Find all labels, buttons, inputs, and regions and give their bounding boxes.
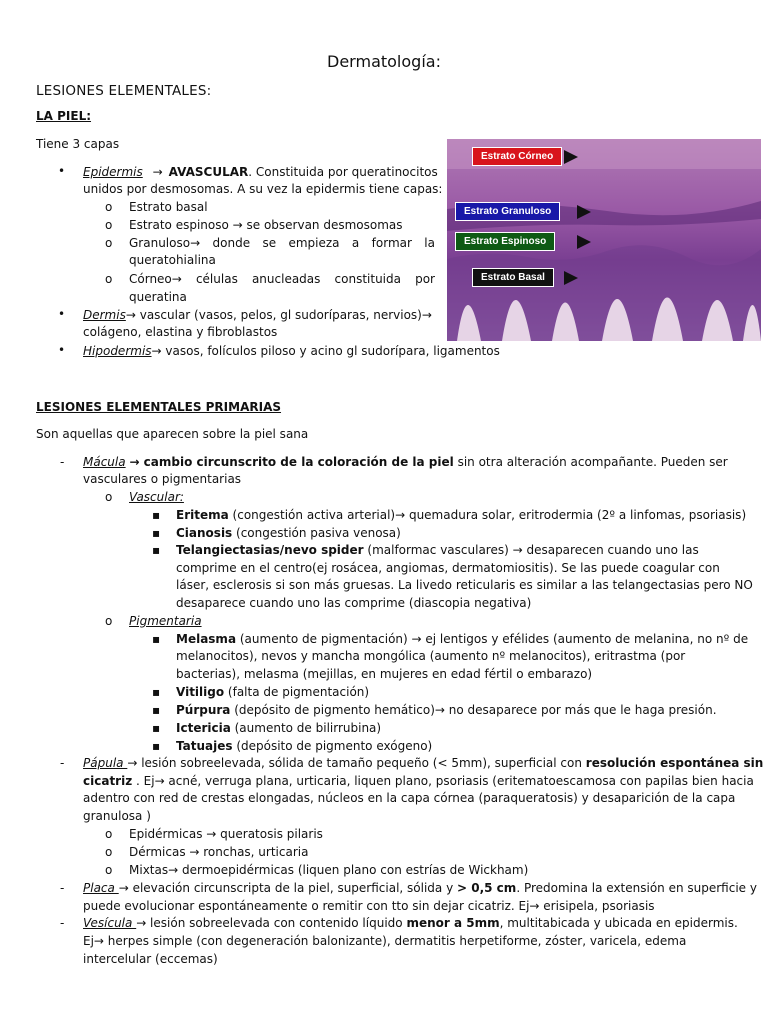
tatuajes-line: Tatuajes (depósito de pigmento exógeno) bbox=[176, 739, 433, 753]
tag-estrato-espinoso: Estrato Espinoso bbox=[455, 232, 555, 251]
papula-line2: cicatriz . Ej→ acné, verruga plana, urticaria, liquen plano, psoriasis (eritematoescamosa con papilas bien hacia bbox=[83, 774, 754, 788]
sub-bullet: o bbox=[105, 827, 113, 841]
sub-bullet: o bbox=[105, 236, 113, 250]
telang-line3: láser, esclerosis si son más gruesas. La livedo reticularis es similar a las telangectasias pero NO bbox=[176, 578, 753, 592]
pigmentaria-label: Pigmentaria bbox=[129, 614, 202, 628]
arrow-icon bbox=[564, 150, 578, 164]
square-bullet: ▪ bbox=[152, 543, 161, 557]
hipodermis-line: Hipodermis→ vasos, folículos piloso y acino gl sudorípara, ligamentos bbox=[83, 344, 500, 358]
papula-line4: granulosa ) bbox=[83, 809, 151, 823]
epidermis-line1: Epidermis → AVASCULAR. Constituida por queratinocitos bbox=[83, 165, 438, 179]
page-title: Dermatología: bbox=[327, 52, 441, 71]
telang-line4: desaparece cuando uno las comprime (diascopia negativa) bbox=[176, 596, 532, 610]
arrow-icon bbox=[577, 205, 591, 219]
granuloso-line1: Granuloso→ donde se empieza a formar la bbox=[129, 236, 435, 250]
papula-line1: Pápula → lesión sobreelevada, sólida de tamaño pequeño (< 5mm), superficial con resolución espontánea sin bbox=[83, 756, 764, 770]
placa-line1: Placa → elevación circunscripta de la piel, superficial, sólida y > 0,5 cm. Predomina la extensión en superficie y bbox=[83, 881, 757, 895]
dash-bullet: - bbox=[60, 881, 65, 895]
macula-line1: Mácula → cambio circunscrito de la coloración de la piel sin otra alteración acompañante. Pueden ser bbox=[83, 455, 728, 469]
dash-bullet: - bbox=[60, 455, 65, 469]
melasma-line3: bacterias), melasma (mejillas, en mujeres en edad fértil o embarazo) bbox=[176, 667, 593, 681]
macula-term: Mácula bbox=[83, 455, 126, 469]
placa-term: Placa bbox=[83, 881, 119, 895]
vascular-label: Vascular: bbox=[129, 490, 184, 504]
tag-estrato-corneo: Estrato Córneo bbox=[472, 147, 562, 166]
cianosis-line: Cianosis (congestión pasiva venosa) bbox=[176, 526, 401, 540]
dermis-line1: Dermis→ vascular (vasos, pelos, gl sudoríparas, nervios)→ bbox=[83, 308, 432, 322]
square-bullet: ▪ bbox=[152, 508, 161, 522]
bullet-dot: • bbox=[58, 343, 66, 357]
arrow-icon bbox=[564, 271, 578, 285]
square-bullet: ▪ bbox=[152, 685, 161, 699]
vesicula-line2: Ej→ herpes simple (con degeneración balonizante), dermatitis herpetiforme, zóster, varicela, edema bbox=[83, 934, 687, 948]
section-heading: LESIONES ELEMENTALES: bbox=[36, 83, 212, 99]
corneo-line2: queratina bbox=[129, 290, 187, 304]
macula-line2: vasculares o pigmentarias bbox=[83, 472, 242, 486]
telang-line2: comprime en el centro(ej rosácea, angiomas, dermatomiositis). Se las puede coagular con bbox=[176, 561, 720, 575]
melasma-line: Melasma (aumento de pigmentación) → ej lentigos y efélides (aumento de melanina, no nº de bbox=[176, 632, 749, 646]
sub-bullet: o bbox=[105, 490, 113, 504]
sub-bullet: o bbox=[105, 863, 113, 877]
square-bullet: ▪ bbox=[152, 632, 161, 646]
bullet-dot: • bbox=[58, 307, 66, 321]
papula-dermicas: Dérmicas → ronchas, urticaria bbox=[129, 845, 309, 859]
papula-line3: adentro con red de crestas elongadas, núcleos en la capa córnea (paraqueratosis) y desaparición de la capa bbox=[83, 791, 736, 805]
square-bullet: ▪ bbox=[152, 721, 161, 735]
la-piel-label: LA PIEL: bbox=[36, 109, 92, 123]
papula-mixtas: Mixtas→ dermoepidérmicas (liquen plano con estrías de Wickham) bbox=[129, 863, 529, 877]
arrow-icon bbox=[577, 235, 591, 249]
sub-bullet: o bbox=[105, 614, 113, 628]
granuloso-line2: queratohialina bbox=[129, 253, 216, 267]
dash-bullet: - bbox=[60, 756, 65, 770]
vesicula-line1: Vesícula → lesión sobreelevada con contenido líquido menor a 5mm, multitabicada y ubicada en epidermis. bbox=[83, 916, 738, 930]
square-bullet: ▪ bbox=[152, 703, 161, 717]
bullet-dot: • bbox=[58, 164, 66, 178]
square-bullet: ▪ bbox=[152, 526, 161, 540]
estrato-basal: Estrato basal bbox=[129, 200, 208, 214]
tag-estrato-basal: Estrato Basal bbox=[472, 268, 554, 287]
square-bullet: ▪ bbox=[152, 739, 161, 753]
primarias-heading: LESIONES ELEMENTALES PRIMARIAS bbox=[36, 400, 282, 414]
corneo-line1: Córneo→ células anucleadas constituida por bbox=[129, 272, 435, 286]
histology-image bbox=[447, 139, 761, 341]
dermis-term: Dermis bbox=[83, 308, 126, 322]
sub-bullet: o bbox=[105, 272, 113, 286]
epidermis-line2: unidos por desmosomas. A su vez la epidermis tiene capas: bbox=[83, 182, 443, 196]
eritema-line: Eritema (congestión activa arterial)→ quemadura solar, eritrodermia (2º a linfomas, psoriasis) bbox=[176, 508, 747, 522]
sub-bullet: o bbox=[105, 218, 113, 232]
telangiectasias-line: Telangiectasias/nevo spider (malformac vasculares) → desaparecen cuando uno las bbox=[176, 543, 699, 557]
tag-estrato-granuloso: Estrato Granuloso bbox=[455, 202, 560, 221]
capas-text: Tiene 3 capas bbox=[36, 137, 120, 151]
epidermis-term: Epidermis bbox=[83, 165, 143, 179]
sub-bullet: o bbox=[105, 200, 113, 214]
avascular-text: AVASCULAR bbox=[168, 165, 249, 179]
placa-line2: puede evolucionar espontáneamente o remitir con tto sin dejar cicatriz. Ej→ erisipela, psoriasis bbox=[83, 899, 655, 913]
primarias-intro: Son aquellas que aparecen sobre la piel sana bbox=[36, 427, 309, 441]
papula-term: Pápula bbox=[83, 756, 128, 770]
vesicula-line3: intercelular (eccemas) bbox=[83, 952, 218, 966]
hipodermis-term: Hipodermis bbox=[83, 344, 152, 358]
estrato-espinoso: Estrato espinoso → se observan desmosomas bbox=[129, 218, 403, 232]
melasma-line2: melanocitos), nevos y mancha mongólica (aumento nº melanocitos), eritrastma (por bbox=[176, 649, 686, 663]
dash-bullet: - bbox=[60, 916, 65, 930]
purpura-line: Púrpura (depósito de pigmento hemático)→ no desaparece por más que le haga presión. bbox=[176, 703, 717, 717]
papula-epidermicas: Epidérmicas → queratosis pilaris bbox=[129, 827, 323, 841]
sub-bullet: o bbox=[105, 845, 113, 859]
vesicula-term: Vesícula bbox=[83, 916, 137, 930]
ictericia-line: Ictericia (aumento de bilirrubina) bbox=[176, 721, 382, 735]
vitiligo-line: Vitiligo (falta de pigmentación) bbox=[176, 685, 370, 699]
dermis-line2: colágeno, elastina y fibroblastos bbox=[83, 325, 278, 339]
